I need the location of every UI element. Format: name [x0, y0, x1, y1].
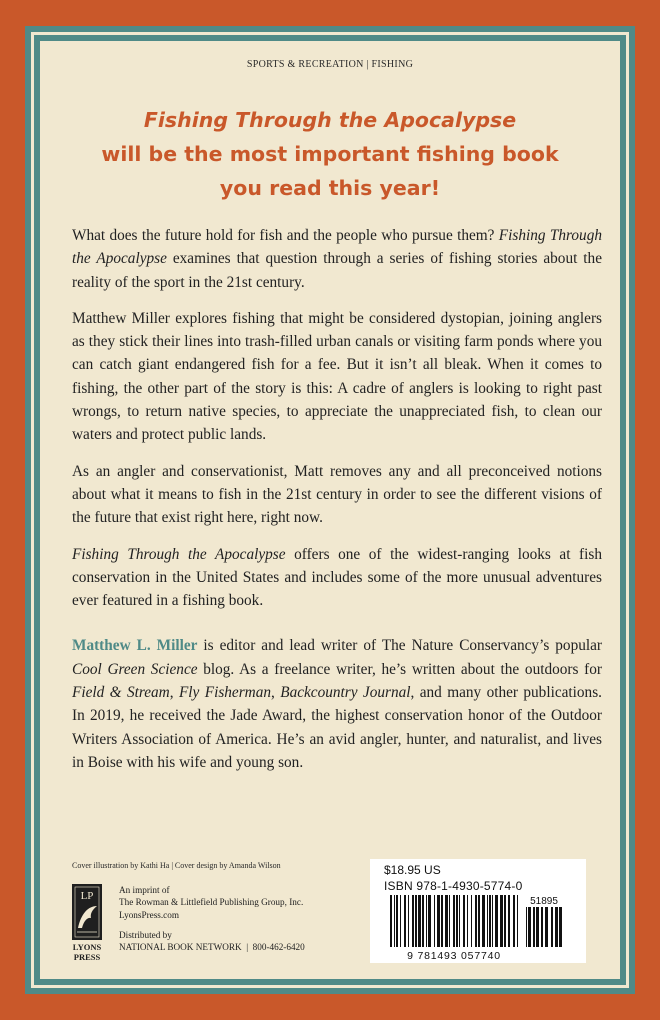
imprint-distributor: NATIONAL BOOK NETWORK | 800-462-6420	[119, 942, 305, 953]
paragraph-3: As an angler and conservationist, Matt removes any and all preconceived notions about what it means to fish in the 21st century in order to see the different visions of the future that exist right here, right now.	[72, 462, 602, 527]
addon-barcode-bars	[526, 907, 562, 947]
headline-line-2: will be the most important fishing book	[101, 142, 559, 166]
lyons-press-logo-mark	[72, 884, 102, 962]
imprint-website: LyonsPress.com	[119, 909, 179, 920]
imprint-line-1: An imprint of	[119, 885, 170, 895]
author-bio	[72, 634, 602, 774]
category-label: SPORTS & RECREATION | FISHING	[246, 59, 414, 70]
cover-credits: Cover illustration by Kathi Ha | Cover design by Amanda Wilson	[72, 861, 281, 870]
description-body	[72, 224, 602, 774]
bio-publication-3: Backcountry Journal	[280, 684, 411, 702]
logo-word-press: PRESS	[73, 952, 101, 962]
bio-text-2: blog. As a freelance writer, he’s written about the outdoors for	[197, 660, 603, 678]
bio-sep-2: ,	[271, 684, 281, 702]
barcode-digits: 9 781493 057740	[407, 950, 501, 961]
price-label: $18.95 US	[384, 863, 441, 877]
paragraph-2: Matthew Miller explores fishing that might be considered dystopian, joining anglers as they stick their lines into trash-filled urban canals or visiting farm ponds where you can catch giant endangered fish for a fee. But it isn’t all bleak. When it comes to fishing, the other part of the story is this: A cadre of anglers is looking to right past wrongs, to return native species, to appreciate the unappreciated fish, to clean our waters and protect public lands.	[72, 309, 602, 444]
headline-line-3: you read this year!	[219, 176, 441, 200]
author-name: Matthew L. Miller	[72, 637, 198, 655]
lyons-press-logo	[72, 884, 102, 962]
headline	[40, 103, 620, 205]
p1-book-title: Fishing Through the Apocalypse	[72, 227, 602, 268]
imprint-publisher: The Rowman & Littlefield Publishing Group, Inc.	[119, 897, 304, 908]
paragraph-4	[72, 543, 602, 613]
paragraph-1	[72, 224, 602, 294]
bio-publication-1: Field & Stream	[72, 684, 170, 702]
headline-title: Fishing Through the Apocalypse	[143, 108, 517, 132]
p4-book-title: Fishing Through the Apocalypse	[72, 545, 286, 563]
publisher-imprint	[119, 884, 369, 953]
barcode-panel	[370, 859, 586, 963]
imprint-distributed-by: Distributed by	[119, 929, 172, 940]
addon-digits: 51895	[530, 896, 558, 907]
bio-publication-2: Fly Fisherman	[178, 684, 272, 702]
bio-sep-1: ,	[169, 684, 179, 702]
back-cover-panel	[40, 41, 620, 979]
p1-text-a: What does the future hold for fish and the people who pursue them?	[72, 227, 499, 244]
p1-text-b: examines that question through a series of fishing stories about the reality of the sport in the 21st century.	[72, 250, 602, 291]
main-barcode-bars	[390, 895, 518, 947]
logo-word-lyons: LYONS	[72, 942, 102, 952]
isbn-label: ISBN 978-1-4930-5774-0	[384, 879, 523, 893]
p4-text: offers one of the widest-ranging looks at fish conservation in the United States and includes some of the more unusual adventures ever featured in a fishing book.	[72, 545, 602, 610]
bio-blog-title: Cool Green Science	[72, 660, 198, 678]
isbn-barcode	[384, 895, 576, 961]
bio-text-1: is editor and lead writer of The Nature Conservancy’s popular	[197, 637, 602, 655]
bio-text-3: , and many other publications. In 2019, he received the Jade Award, the highest conservation honor of the Outdoor Writers Association of America. He’s an avid angler, hunter, and naturalist, and lives in Boise with his wife and young son.	[72, 684, 602, 771]
logo-monogram: LP	[80, 890, 94, 902]
